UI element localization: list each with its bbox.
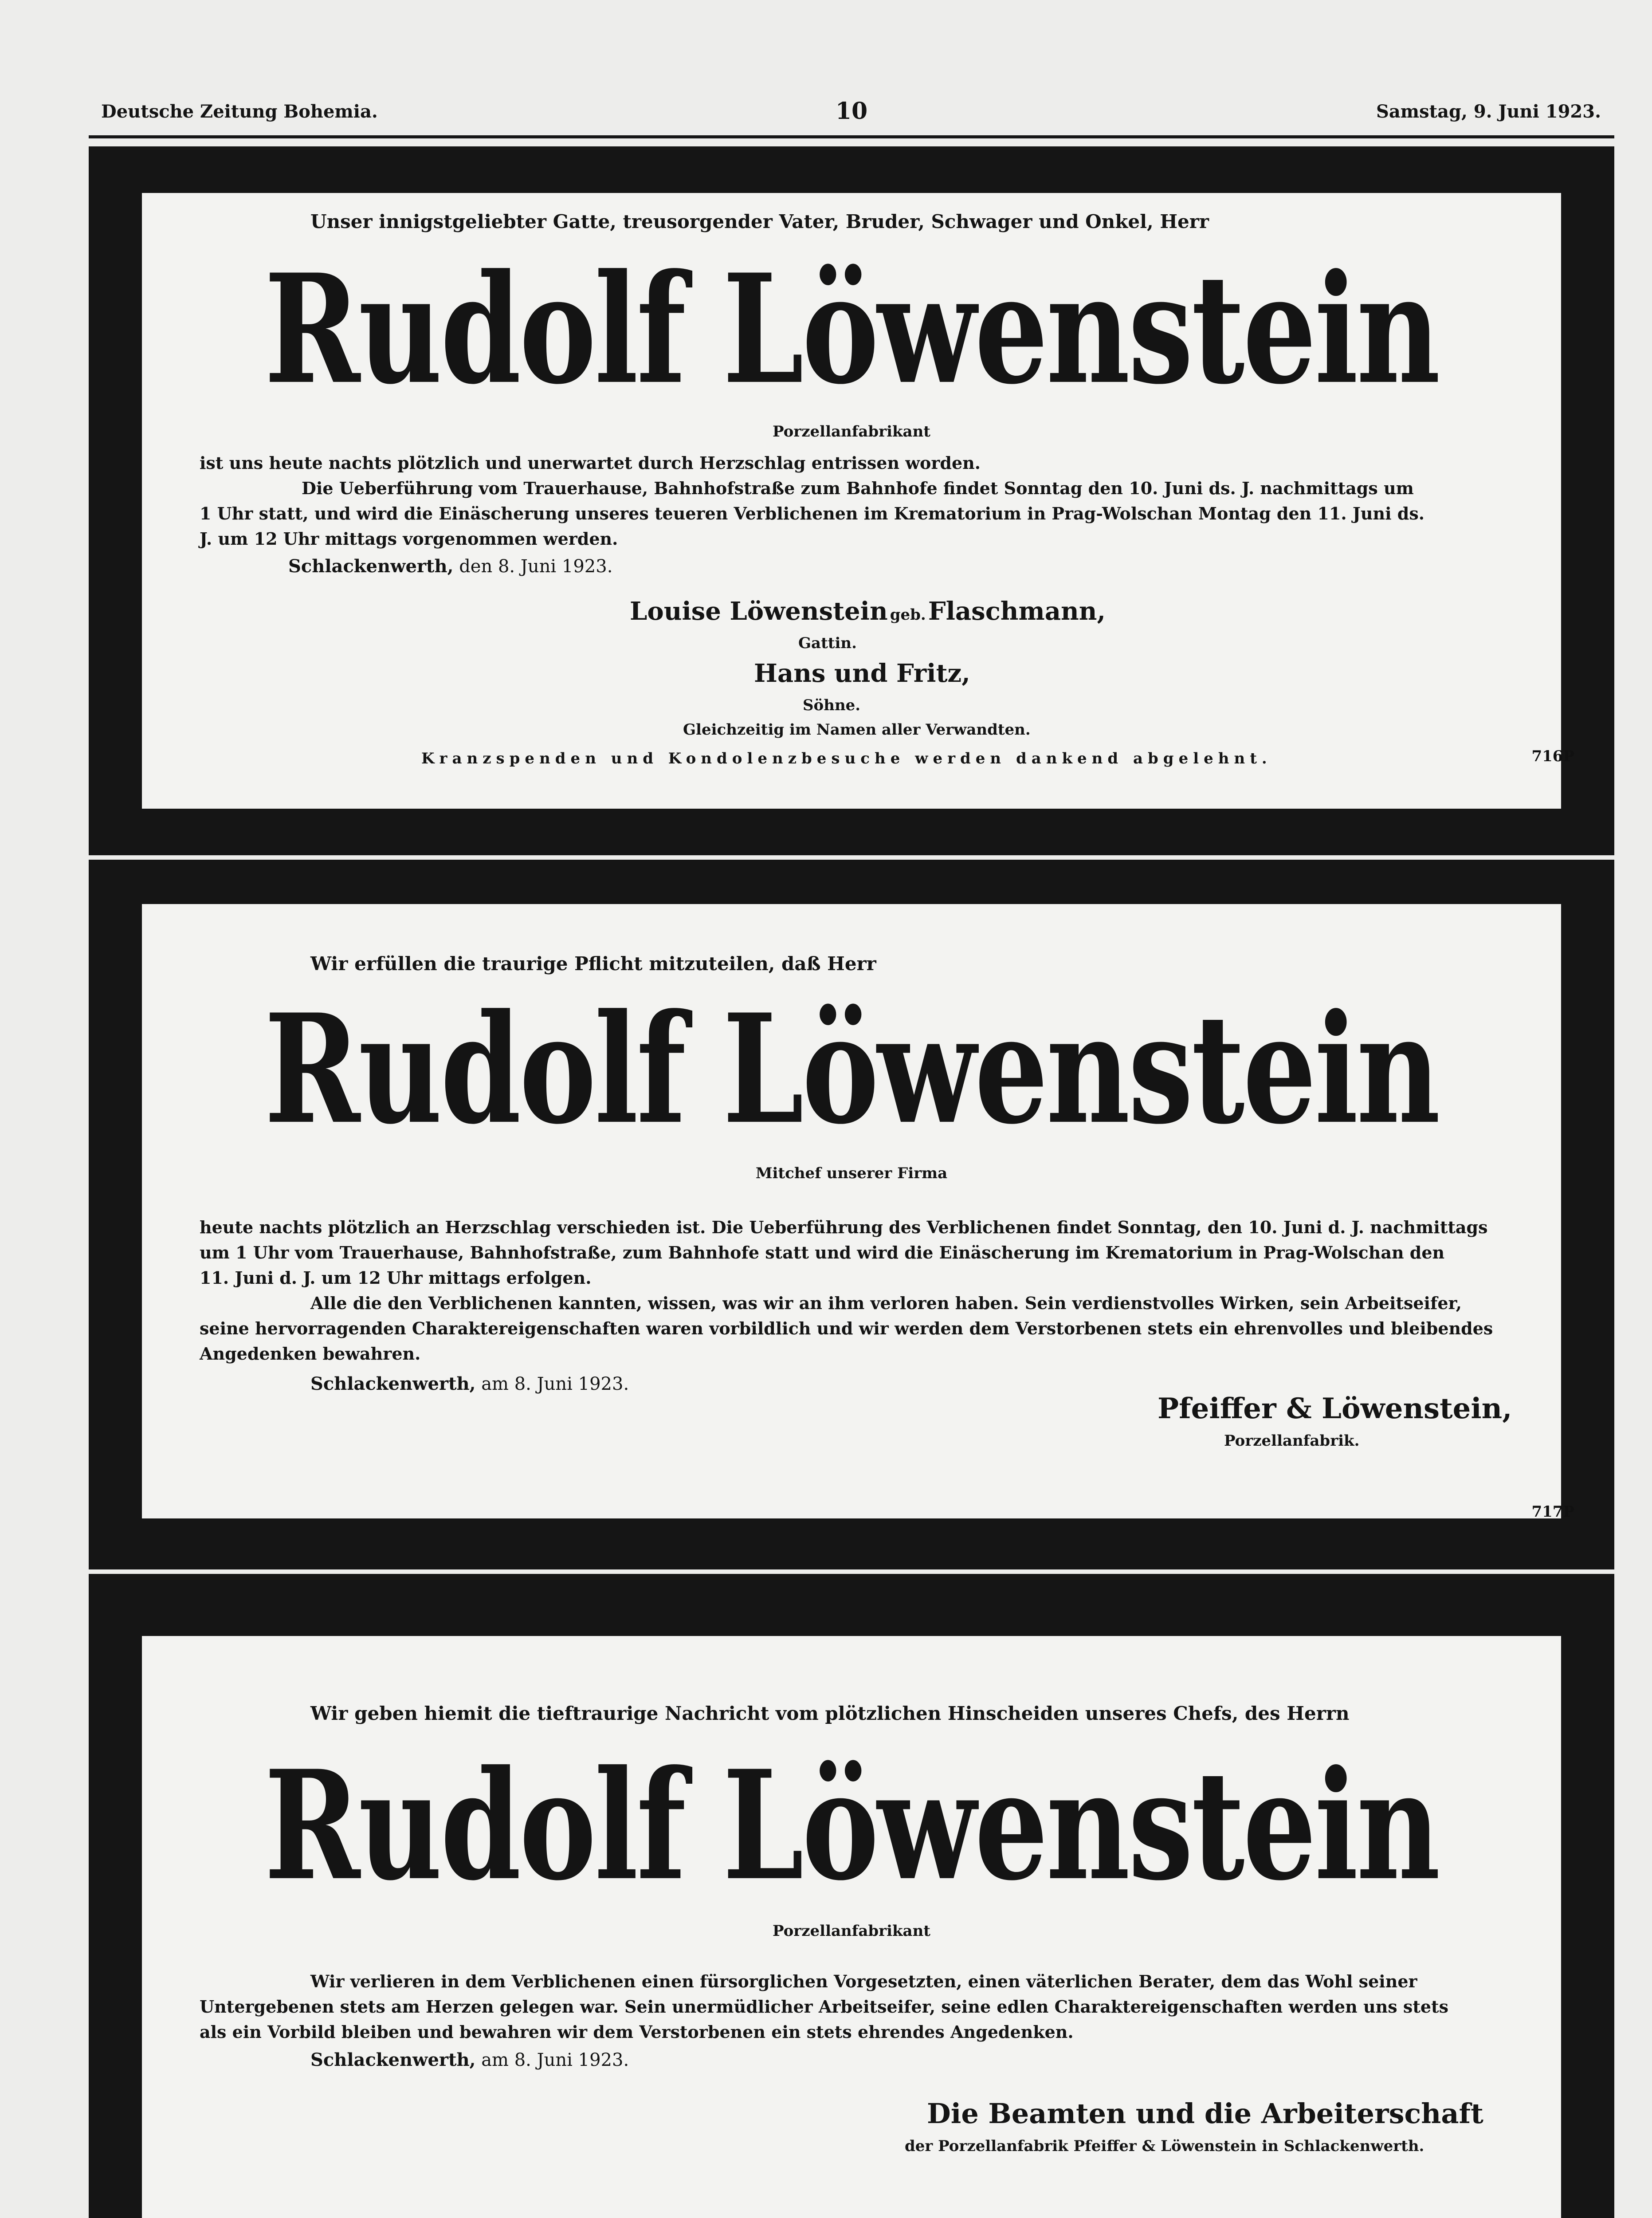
notice-body-line: seine hervorragenden Charaktereigenschaften waren vorbildlich und wir werden dem Verstorbenen stets ein ehrenvolles und bleibendes [200,1318,1493,1338]
signer-role: Söhne. [803,696,861,714]
notice-body-line: Alle die den Verblichenen kannten, wissen, was wir an ihm verloren haben. Sein verdienstvolles Wirken, sein Arbeitseifer, [310,1293,1462,1313]
notice-date: am 8. Juni 1923. [481,2050,629,2070]
place-and-date [310,2049,629,2070]
notice-body-line: Wir verlieren in dem Verblichenen einen fürsorglichen Vorgesetzten, einen väterlichen Berater, dem das Wohl seiner [310,1971,1417,1991]
notice-body-line: Die Ueberführung vom Trauerhause, Bahnhofstraße zum Bahnhofe findet Sonntag den 10. Juni ds. J. nachmittags um [302,478,1414,498]
place-and-date [288,556,612,577]
signer-role: Gattin. [798,634,857,652]
death-notice-employees [89,1574,1614,2218]
notice-intro: Unser innigstgeliebter Gatte, treusorgender Vater, Bruder, Schwager und Onkel, Herr [310,211,1209,232]
deceased-title: Mitchef unserer Firma [755,1164,948,1182]
notice-body-line: heute nachts plötzlich an Herzschlag verschieden ist. Die Ueberführung des Verblichenen findet Sonntag, den 10. Juni d. J. nachmittags [200,1217,1488,1237]
notice-closing: Kranzspenden und Kondolenzbesuche werden dankend abgelehnt. [421,750,1272,767]
notice-body-line: 1 Uhr statt, und wird die Einäscherung unseres teueren Verblichenen im Krematorium in Prag-Wolschan Montag den 11. Juni ds. [200,503,1424,523]
notice-intro: Wir erfüllen die traurige Pflicht mitzuteilen, daß Herr [310,953,876,975]
death-notice-family [89,146,1614,855]
newspaper-title: Deutsche Zeitung Bohemia. [101,101,378,122]
signer-nee: geb. [890,606,926,624]
notice-body-line: J. um 12 Uhr mittags vorgenommen werden. [200,529,618,549]
page-number: 10 [835,98,868,125]
place-name: Schlackenwerth, [288,556,454,577]
place-name: Schlackenwerth, [310,2049,476,2070]
header-rule [89,135,1614,138]
deceased-name: Rudolf Löwenstein [264,1738,1439,1914]
place-name: Schlackenwerth, [310,1373,476,1394]
place-and-date [310,1373,629,1394]
notice-panel [142,1636,1561,2218]
notice-intro: Wir geben hiemit die tieftraurige Nachricht vom plötzlichen Hinscheiden unseres Chefs, des Herrn [310,1703,1350,1724]
signer-wife [630,597,1106,626]
issue-date: Samstag, 9. Juni 1923. [1376,101,1601,122]
notice-body-line: als ein Vorbild bleiben und bewahren wir dem Verstorbenen ein stets ehrendes Angedenken. [200,2022,1074,2042]
signer-staff: Die Beamten und die Arbeiterschaft [927,2097,1483,2130]
signer-role: der Porzellanfabrik Pfeiffer & Löwenstein in Schlackenwerth. [905,2137,1424,2155]
signer-company: Pfeiffer & Löwenstein, [1158,1392,1512,1425]
notice-panel [142,904,1561,1518]
deceased-title: Porzellanfabrikant [772,1922,931,1940]
ad-code: 717P [1531,1503,1574,1521]
notice-date: am 8. Juni 1923. [481,1374,629,1394]
notice-body-line: Angedenken bewahren. [200,1344,421,1364]
signer-maiden-name: Flaschmann, [928,597,1106,626]
deceased-title: Porzellanfabrikant [772,423,931,440]
signer-role: Porzellanfabrik. [1224,1432,1360,1450]
signer-note: Gleichzeitig im Namen aller Verwandten. [683,721,1031,739]
notice-body-line: Untergebenen stets am Herzen gelegen war. Sein unermüdlicher Arbeitseifer, seine edlen Charaktereigenschaften werden uns stets [200,1997,1448,2017]
deceased-name: Rudolf Löwenstein [264,242,1439,418]
death-notice-company [89,860,1614,1569]
signer-sons: Hans und Fritz, [754,659,970,688]
ad-code: 716P [1531,747,1574,765]
notice-panel [142,193,1561,809]
notice-body-line: um 1 Uhr vom Trauerhause, Bahnhofstraße, zum Bahnhofe statt und wird die Einäscherung im Krematorium in Prag-Wolschan den [200,1243,1445,1262]
newspaper-header [0,0,1652,146]
signer-name: Louise Löwenstein [630,597,888,626]
notice-date: den 8. Juni 1923. [459,556,613,577]
notice-body-line: ist uns heute nachts plötzlich und unerwartet durch Herzschlag entrissen worden. [200,453,981,473]
deceased-name: Rudolf Löwenstein [264,982,1439,1158]
notice-body-line: 11. Juni d. J. um 12 Uhr mittags erfolgen. [200,1268,592,1288]
